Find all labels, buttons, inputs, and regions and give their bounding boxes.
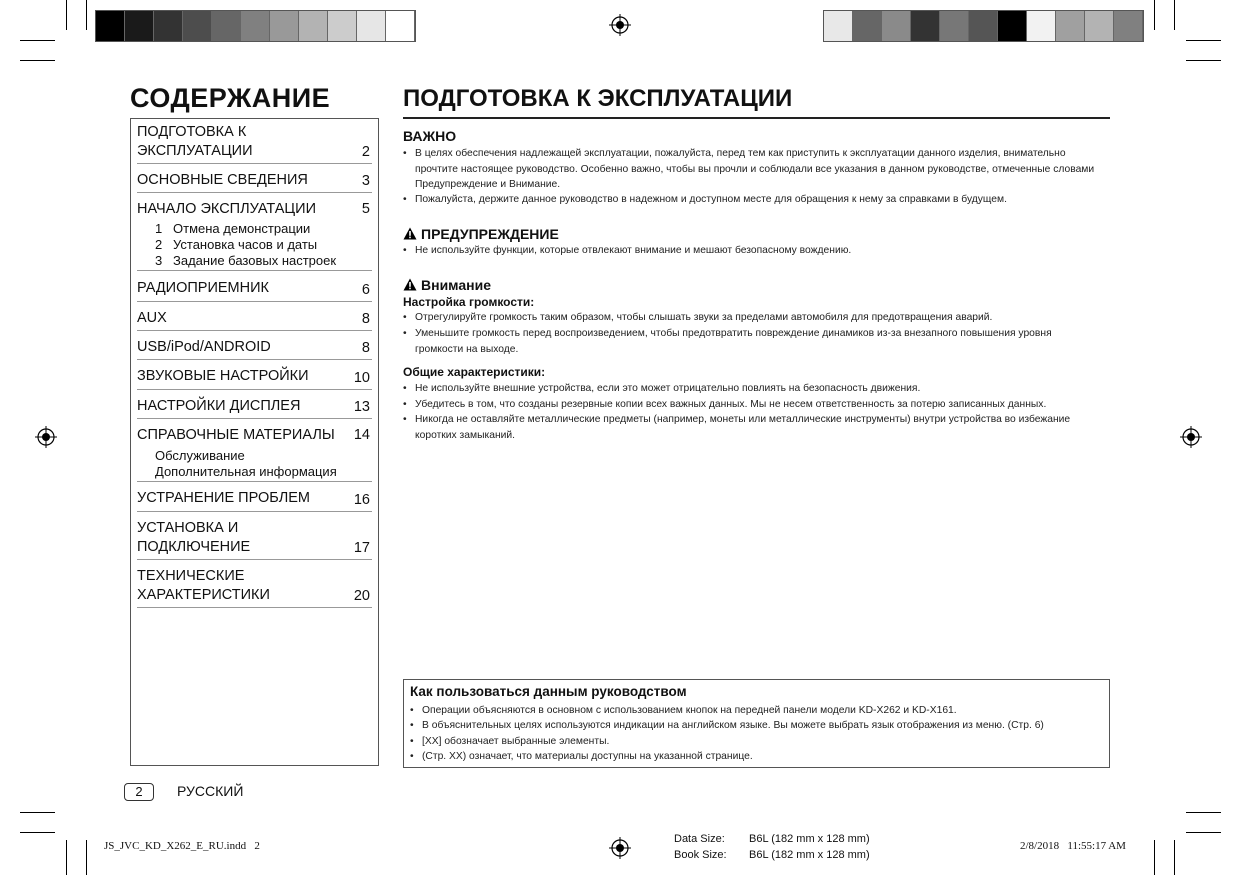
color-bar-left — [95, 10, 416, 42]
crop-mark — [1154, 0, 1155, 30]
color-bar-right — [823, 10, 1144, 42]
toc-entry-label: USB/iPod/ANDROID — [137, 339, 271, 355]
list-item: • Операции объясняются в основном с использованием кнопок на передней панели модели KD-X262 и KD-X161. — [410, 705, 957, 716]
toc-entry-page: 10 — [353, 370, 370, 386]
toc-entry-label: AUX — [137, 310, 167, 326]
toc-entry-label: СПРАВОЧНЫЕ МАТЕРИАЛЫ — [137, 427, 335, 443]
registration-mark-icon — [35, 426, 57, 448]
toc-entry[interactable] — [137, 397, 372, 419]
toc-subitem[interactable]: 1 Отмена демонстрации — [155, 221, 311, 236]
toc-entry-page: 5 — [361, 201, 370, 217]
toc-entry[interactable] — [137, 489, 372, 512]
toc-entry-label: ТЕХНИЧЕСКИЕ ХАРАКТЕРИСТИКИ — [137, 568, 270, 603]
slug-data-size-value: B6L (182 mm x 128 mm) — [749, 833, 870, 845]
color-swatch — [328, 11, 357, 41]
crop-mark — [20, 40, 55, 41]
list-item: • Не используйте внешние устройства, если это может отрицательно повлиять на безопасность движения. — [403, 383, 921, 394]
toc-entry-label: НАЧАЛО ЭКСПЛУАТАЦИИ — [137, 201, 316, 217]
toc-entry-label: ЗВУКОВЫЕ НАСТРОЙКИ — [137, 368, 309, 384]
manual-usage-box — [403, 679, 1110, 768]
slug-datetime: 2/8/2018 11:55:17 AM — [1020, 840, 1126, 852]
toc-entry-page: 3 — [361, 173, 370, 189]
color-swatch — [183, 11, 212, 41]
toc-entry[interactable] — [137, 279, 372, 302]
crop-mark — [1186, 40, 1221, 41]
table-of-contents — [130, 118, 379, 766]
list-item: • Отрегулируйте громкость таким образом, чтобы слышать звуки за пределами автомобиля для предотвращения аварий. — [403, 312, 993, 323]
toc-subitem[interactable]: 3 Задание базовых настроек — [155, 253, 337, 268]
color-swatch — [1114, 11, 1143, 41]
list-item: • Уменьшите громкость перед воспроизведением, чтобы предотвратить повреждение динамиков из-за внезапного повышения уровня громкости на выходе. — [403, 328, 1052, 355]
volume-heading: Настройка громкости: — [403, 295, 535, 309]
color-swatch — [853, 11, 882, 41]
list-item: • В объяснительных целях используются индикации на английском языке. Вы можете выбрать язык отображения из меню. (Стр. 6) — [410, 720, 1044, 731]
crop-mark — [1186, 812, 1221, 813]
toc-entry-page: 20 — [353, 588, 370, 604]
color-swatch — [154, 11, 183, 41]
toc-entry[interactable] — [137, 309, 372, 331]
color-swatch — [1085, 11, 1114, 41]
color-swatch — [1027, 11, 1056, 41]
toc-entry[interactable] — [137, 426, 372, 482]
list-item: • Пожалуйста, держите данное руководство в надежном и доступном месте для обращения к нему за справками в будущем. — [403, 194, 1007, 205]
toc-subitem[interactable]: 2 Установка часов и даты — [155, 237, 318, 252]
toc-subitem[interactable]: Обслуживание — [155, 448, 245, 463]
crop-mark — [1174, 0, 1175, 30]
toc-entry-label: УСТАНОВКА И ПОДКЛЮЧЕНИЕ — [137, 520, 251, 555]
crop-mark — [1174, 840, 1175, 875]
toc-entry-page: 2 — [361, 144, 370, 160]
title-divider — [403, 117, 1110, 119]
list-item: • Не используйте функции, которые отвлекают внимание и мешают безопасному вождению. — [403, 245, 852, 256]
color-swatch — [824, 11, 853, 41]
toc-entry-page: 8 — [361, 311, 370, 327]
toc-entry-label: ПОДГОТОВКА К ЭКСПЛУАТАЦИИ — [137, 124, 253, 159]
language-label: РУССКИЙ — [177, 783, 244, 799]
registration-mark-icon — [609, 14, 631, 36]
color-swatch — [882, 11, 911, 41]
registration-mark-icon — [1180, 426, 1202, 448]
crop-mark — [66, 0, 67, 30]
crop-mark — [1186, 832, 1221, 833]
registration-mark-icon — [609, 837, 631, 859]
crop-mark — [86, 840, 87, 875]
list-item: • [XX] обозначает выбранные элементы. — [410, 736, 610, 747]
color-swatch — [969, 11, 998, 41]
toc-entry-page: 13 — [353, 399, 370, 415]
color-swatch — [125, 11, 154, 41]
color-swatch — [998, 11, 1027, 41]
crop-mark — [1154, 840, 1155, 875]
warning-heading: ПРЕДУПРЕЖДЕНИЕ — [403, 226, 559, 242]
warning-triangle-icon — [403, 227, 417, 240]
color-swatch — [357, 11, 386, 41]
crop-mark — [66, 840, 67, 875]
caution-heading: Внимание — [403, 277, 491, 293]
list-item: • Убедитесь в том, что созданы резервные копии всех важных данных. Мы не несем ответственность за потерю записанных данных. — [403, 399, 1047, 410]
crop-mark — [20, 832, 55, 833]
toc-entry[interactable] — [137, 200, 372, 271]
color-swatch — [911, 11, 940, 41]
list-item: • Никогда не оставляйте металлические предметы (например, монеты или металлические инструменты) внутри устройства во избежание коротких замыканий. — [403, 414, 1071, 441]
toc-entry-label: РАДИОПРИЕМНИК — [137, 280, 269, 296]
crop-mark — [20, 60, 55, 61]
toc-entry-page: 6 — [361, 282, 370, 298]
toc-entry[interactable] — [137, 567, 372, 608]
manual-usage-heading: Как пользоваться данным руководством — [410, 684, 687, 699]
slug-book-size-value: B6L (182 mm x 128 mm) — [749, 849, 870, 861]
toc-entry-label: НАСТРОЙКИ ДИСПЛЕЯ — [137, 398, 301, 414]
color-swatch — [270, 11, 299, 41]
list-item: • В целях обеспечения надлежащей эксплуатации, пожалуйста, перед тем как приступить к эксплуатации данного изделия, внимательно прочтите настоящее руководство. Особенно важно, чтобы вы прочли и соблюдали все указания в данном руководстве, отмеченные словами Предупреждение и Внимание. — [403, 148, 1095, 190]
color-swatch — [940, 11, 969, 41]
caution-triangle-icon — [403, 278, 417, 291]
list-item: • (Стр. XX) означает, что материалы доступны на указанной странице. — [410, 751, 753, 762]
crop-mark — [20, 812, 55, 813]
toc-entry-label: УСТРАНЕНИЕ ПРОБЛЕМ — [137, 490, 311, 506]
slug-data-size-label: Data Size: — [674, 833, 725, 845]
slug-book-size-label: Book Size: — [674, 849, 727, 861]
crop-mark — [86, 0, 87, 30]
toc-entry[interactable] — [137, 171, 372, 193]
color-swatch — [386, 11, 415, 41]
toc-entry[interactable] — [137, 367, 372, 390]
toc-title: СОДЕРЖАНИЕ — [130, 83, 331, 113]
toc-entry-page: 17 — [353, 540, 370, 556]
color-swatch — [299, 11, 328, 41]
toc-entry[interactable] — [137, 338, 372, 360]
page-title: ПОДГОТОВКА К ЭКСПЛУАТАЦИИ — [403, 85, 793, 112]
toc-entry-page: 14 — [353, 427, 370, 443]
color-swatch — [212, 11, 241, 41]
toc-entry-label: ОСНОВНЫЕ СВЕДЕНИЯ — [137, 172, 308, 188]
toc-entry[interactable] — [137, 123, 372, 164]
important-heading: ВАЖНО — [403, 128, 457, 144]
toc-subitem[interactable]: Дополнительная информация — [155, 464, 337, 479]
general-heading: Общие характеристики: — [403, 365, 546, 379]
toc-entry-page: 16 — [353, 492, 370, 508]
color-swatch — [241, 11, 270, 41]
toc-entry-page: 8 — [361, 340, 370, 356]
toc-entry[interactable] — [137, 519, 372, 560]
page-number: 2 — [124, 783, 154, 801]
color-swatch — [96, 11, 125, 41]
slug-filename: JS_JVC_KD_X262_E_RU.indd 2 — [104, 840, 260, 852]
color-swatch — [1056, 11, 1085, 41]
crop-mark — [1186, 60, 1221, 61]
